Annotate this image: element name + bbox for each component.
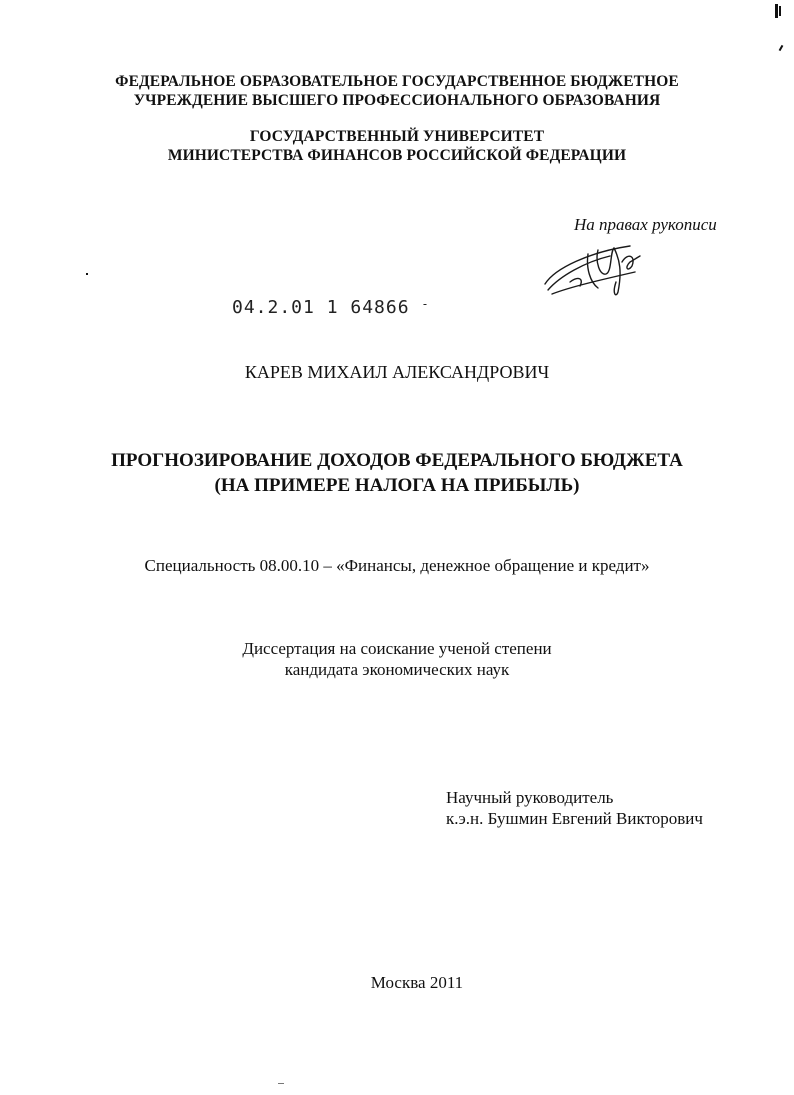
degree-line-2: кандидата экономических наук [284,660,510,679]
org-line-2: УЧРЕЖДЕНИЕ ВЫСШЕГО ПРОФЕССИОНАЛЬНОГО ОБРАЗОВАНИЯ [133,92,661,109]
city-year: Москва 2011 [370,973,464,992]
dissertation-title [0,448,794,498]
degree-line-1: Диссертация на соискание ученой степени [242,639,552,658]
degree-statement [0,638,794,680]
scan-mark-top-right [775,4,778,18]
title-line-2: (НА ПРИМЕРЕ НАЛОГА НА ПРИБЫЛЬ) [214,475,580,496]
stamp-number: 04.2.01 1 64866 [232,297,410,318]
scan-dot-bottom [278,1083,284,1084]
scan-mark-right-edge [779,45,784,51]
scan-mark-top-right-2 [779,6,781,16]
author-name: КАРЕВ МИХАИЛ АЛЕКСАНДРОВИЧ [244,362,550,382]
title-line-1: ПРОГНОЗИРОВАНИЕ ДОХОДОВ ФЕДЕРАЛЬНОГО БЮДЖЕТА [111,450,683,471]
univ-line-1: ГОСУДАРСТВЕННЫЙ УНИВЕРСИТЕТ [249,128,545,145]
manuscript-note: На правах рукописи [574,215,717,234]
specialty-line: Специальность 08.00.10 – «Финансы, денежное обращение и кредит» [144,556,650,575]
supervisor-block [446,787,703,829]
organization-header [0,72,794,110]
univ-line-2: МИНИСТЕРСТВА ФИНАНСОВ РОССИЙСКОЙ ФЕДЕРАЦИИ [167,147,627,164]
stamp-dash-mark: - [421,297,430,311]
scan-dot-left [86,273,88,275]
registration-stamp [232,297,430,318]
university-header [0,127,794,165]
signature-icon [540,232,650,300]
supervisor-label: Научный руководитель [446,788,614,807]
org-line-1: ФЕДЕРАЛЬНОЕ ОБРАЗОВАТЕЛЬНОЕ ГОСУДАРСТВЕННОЕ БЮДЖЕТНОЕ [115,73,679,90]
supervisor-name: к.э.н. Бушмин Евгений Викторович [446,809,703,828]
